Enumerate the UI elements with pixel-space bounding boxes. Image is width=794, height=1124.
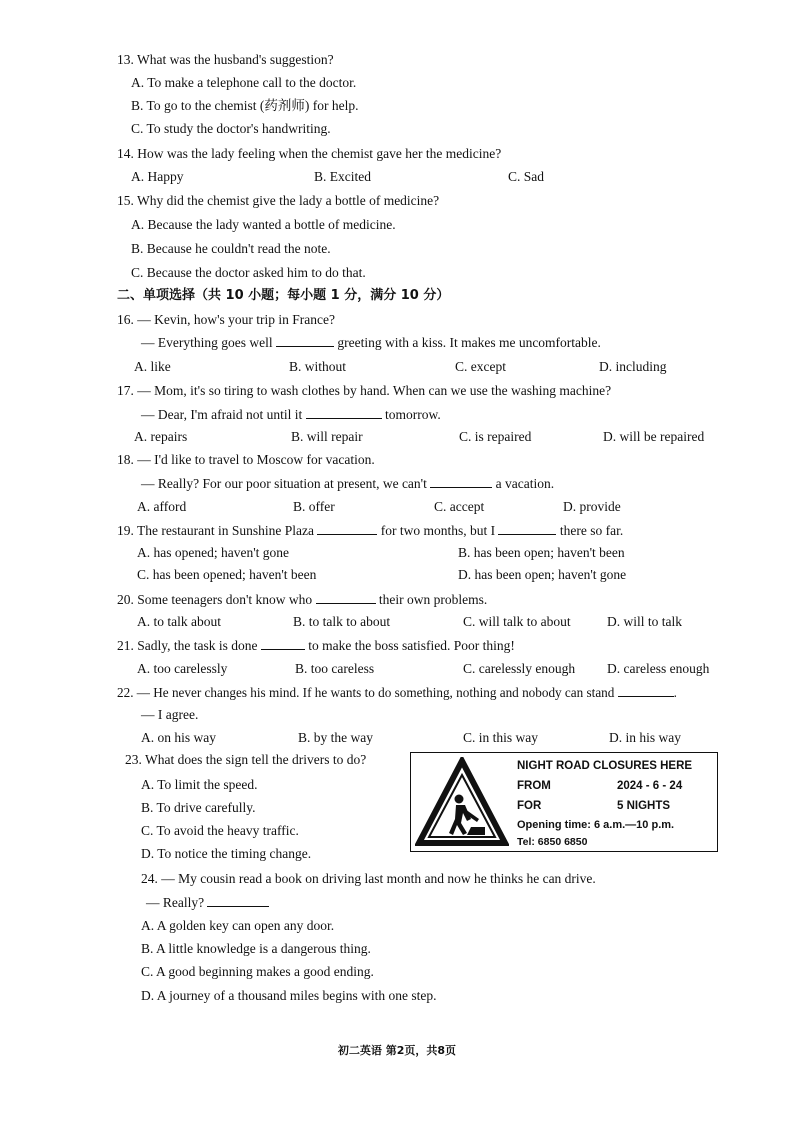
q19-option-d: D. has been open; haven't gone [458, 567, 627, 582]
road-work-warning-icon [415, 757, 509, 847]
q22-option-d: D. in his way [609, 730, 681, 745]
q16-line2-pre: — Everything goes well [141, 335, 273, 350]
q18-option-d: D. provide [563, 499, 621, 514]
q24-blank [207, 893, 269, 907]
q21-option-d: D. careless enough [607, 661, 710, 676]
q24-option-b: B. A little knowledge is a dangerous thing. [141, 941, 371, 956]
q13-stem: 13. What was the husband's suggestion? [117, 52, 334, 67]
q19-option-b: B. has been open; haven't been [458, 545, 625, 560]
q22-option-b: B. by the way [298, 730, 373, 745]
q24-line2-pre: — Really? [146, 895, 205, 910]
q21-stem-pre: 21. Sadly, the task is done [117, 638, 258, 653]
q17-option-c: C. is repaired [459, 429, 532, 444]
q16-option-a: A. like [134, 359, 171, 374]
q17-line2 [141, 405, 441, 424]
q19-stem-pre: 19. The restaurant in Sunshine Plaza [117, 523, 314, 538]
q16-option-d: D. including [599, 359, 667, 374]
q22-option-c: C. in this way [463, 730, 539, 745]
q22-stem-pre: 22. — He never changes his mind. If he wants to do something, nothing and nobody can stand [117, 685, 615, 700]
q19-blank-2 [498, 521, 556, 535]
q17-line2-post: tomorrow. [384, 407, 441, 422]
q16-option-b: B. without [289, 359, 347, 374]
q22-blank [618, 683, 674, 697]
q14-option-a: A. Happy [131, 169, 184, 184]
q24-option-d: D. A journey of a thousand miles begins with one step. [141, 988, 437, 1003]
q13-option-a: A. To make a telephone call to the doctor. [131, 75, 357, 90]
q23-option-d: D. To notice the timing change. [141, 846, 312, 861]
q17-option-a: A. repairs [134, 429, 188, 444]
q23-option-c: C. To avoid the heavy traffic. [141, 823, 299, 838]
q16-blank [276, 333, 334, 347]
sign-for-label: FOR [517, 800, 542, 812]
q17-option-d: D. will be repaired [603, 429, 705, 444]
q16-option-c: C. except [455, 359, 506, 374]
q20-option-a: A. to talk about [137, 614, 221, 629]
q19-stem [117, 521, 623, 540]
q22-option-a: A. on his way [141, 730, 216, 745]
q22-stem-post: . [673, 685, 677, 700]
q17-line2-pre: — Dear, I'm afraid not until it [141, 407, 303, 422]
q15-option-c: C. Because the doctor asked him to do that. [131, 265, 366, 280]
q16-line2 [141, 333, 601, 352]
q15-option-b: B. Because he couldn't read the note. [131, 241, 331, 256]
q14-option-b: B. Excited [314, 169, 371, 184]
q14-option-c: C. Sad [508, 169, 545, 184]
q18-option-c: C. accept [434, 499, 485, 514]
q20-option-b: B. to talk to about [293, 614, 391, 629]
q19-stem-mid: for two months, but I [380, 523, 496, 538]
sign-opening-time: Opening time: 6 a.m.—10 p.m. [517, 819, 675, 831]
q19-blank-1 [317, 521, 377, 535]
q21-stem [117, 636, 515, 655]
sign-from-label: FROM [517, 780, 551, 792]
q13-option-c: C. To study the doctor's handwriting. [131, 121, 331, 136]
sign-for-value: 5 NIGHTS [617, 800, 671, 812]
q20-option-d: D. will to talk [607, 614, 682, 629]
q20-blank [316, 590, 376, 604]
sign-title: NIGHT ROAD CLOSURES HERE [517, 760, 693, 772]
q18-option-a: A. afford [137, 499, 187, 514]
q17-blank [306, 405, 382, 419]
q22-stem [117, 683, 677, 702]
sign-tel: Tel: 6850 6850 [517, 836, 588, 848]
q24-option-a: A. A golden key can open any door. [141, 918, 335, 933]
q23-stem: 23. What does the sign tell the drivers to do? [125, 752, 367, 767]
q14-stem: 14. How was the lady feeling when the chemist gave her the medicine? [117, 146, 502, 161]
q20-stem-post: their own problems. [378, 592, 488, 607]
q13-option-b: B. To go to the chemist (药剂师) for help. [131, 98, 359, 113]
q21-option-c: C. carelessly enough [463, 661, 576, 676]
q19-option-c: C. has been opened; haven't been [137, 567, 317, 582]
sign-from-value: 2024 - 6 - 24 [617, 780, 683, 792]
q18-line2-post: a vacation. [495, 476, 555, 491]
q16-stem: 16. — Kevin, how's your trip in France? [117, 312, 336, 327]
q17-option-b: B. will repair [291, 429, 363, 444]
q16-line2-post: greeting with a kiss. It makes me uncomfortable. [337, 335, 601, 350]
q15-option-a: A. Because the lady wanted a bottle of medicine. [131, 217, 396, 232]
q23-option-a: A. To limit the speed. [141, 777, 258, 792]
q21-option-b: B. too careless [295, 661, 375, 676]
q24-line2 [146, 893, 269, 912]
q18-line2 [141, 474, 554, 493]
q19-stem-post: there so far. [559, 523, 624, 538]
q20-stem-pre: 20. Some teenagers don't know who [117, 592, 313, 607]
q18-option-b: B. offer [293, 499, 335, 514]
q18-line2-pre: — Really? For our poor situation at present, we can't [141, 476, 427, 491]
q15-stem: 15. Why did the chemist give the lady a bottle of medicine? [117, 193, 440, 208]
q17-stem: 17. — Mom, it's so tiring to wash clothes by hand. When can we use the washing machine? [117, 383, 612, 398]
q20-option-c: C. will talk to about [463, 614, 571, 629]
section-2-title: 二、单项选择（共 10 小题；每小题 1 分，满分 10 分） [117, 288, 450, 303]
q23-option-b: B. To drive carefully. [141, 800, 256, 815]
q21-option-a: A. too carelessly [137, 661, 228, 676]
q24-stem: 24. — My cousin read a book on driving last month and now he thinks he can drive. [141, 871, 596, 886]
q18-stem: 18. — I'd like to travel to Moscow for vacation. [117, 452, 375, 467]
q22-line2: — I agree. [141, 707, 199, 722]
q19-option-a: A. has opened; haven't gone [137, 545, 290, 560]
page-footer: 初二英语 第2页，共8页 [337, 1044, 457, 1057]
q20-stem [117, 590, 487, 609]
q21-stem-post: to make the boss satisfied. Poor thing! [308, 638, 515, 653]
q18-blank [430, 474, 492, 488]
q24-option-c: C. A good beginning makes a good ending. [141, 964, 374, 979]
road-sign [410, 752, 718, 852]
q21-blank [261, 636, 305, 650]
